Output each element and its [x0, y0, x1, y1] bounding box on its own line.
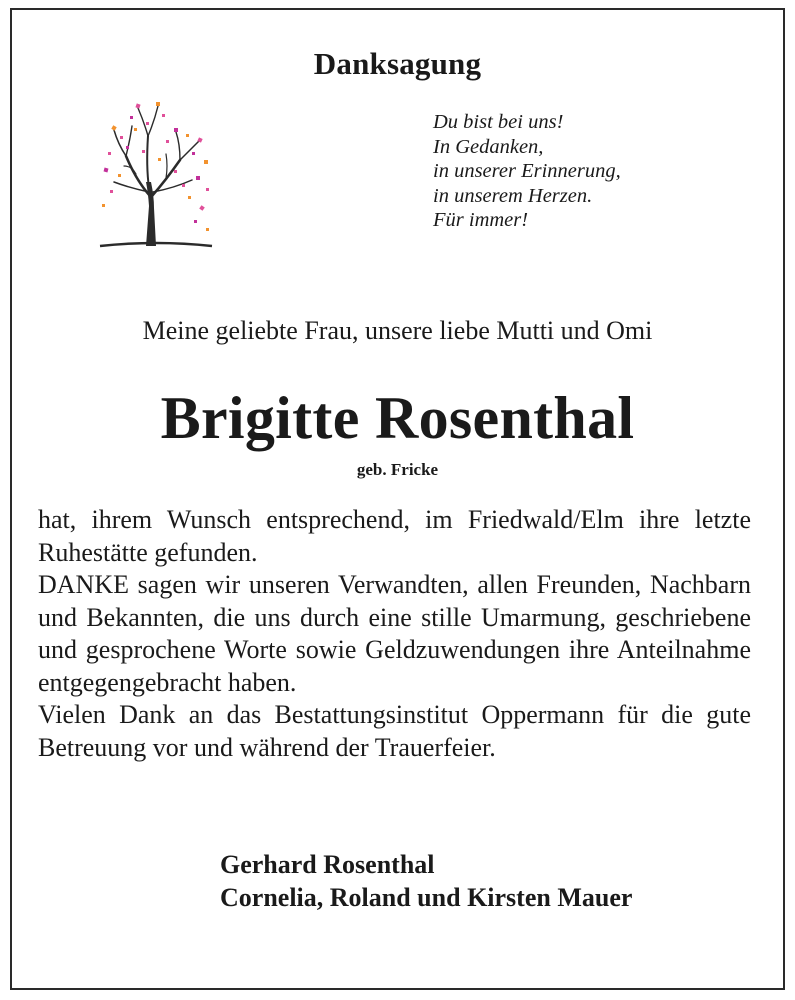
birth-name: geb. Fricke [356, 460, 439, 479]
signature-line: Gerhard Rosenthal [220, 850, 435, 879]
notice-body [38, 504, 751, 764]
body-paragraph: hat, ihrem Wunsch entsprechend, im Friedwald/Elm ihre letzte Ruhestätte gefunden. [38, 505, 751, 567]
body-paragraph: Vielen Dank an das Bestattungsinstitut Oppermann für die gute Betreuung vor und während der Trauerfeier. [38, 700, 751, 762]
verse-line: in unserer Erinnerung, [433, 160, 621, 182]
signatures [220, 848, 632, 914]
deceased-name: Brigitte Rosenthal [160, 385, 635, 451]
body-paragraph: DANKE sagen wir unseren Verwandten, allen Freunden, Nachbarn und Bekannten, die uns durch eine stille Umarmung, geschriebene und gesprochene Worte sowie Geldzuwendungen ihre Anteilnahme entgegengebracht haben. [38, 570, 751, 697]
signature-line: Cornelia, Roland und Kirsten Mauer [220, 883, 633, 912]
verse-line: Für immer! [433, 209, 529, 231]
notice-heading: Danksagung [313, 46, 482, 81]
intro-line: Meine geliebte Frau, unsere liebe Mutti und Omi [142, 316, 653, 345]
memorial-verse [433, 110, 621, 233]
verse-line: in unserem Herzen. [433, 184, 593, 207]
tree-icon [96, 96, 216, 252]
verse-line: Du bist bei uns! [433, 111, 564, 133]
verse-line: In Gedanken, [433, 135, 544, 158]
